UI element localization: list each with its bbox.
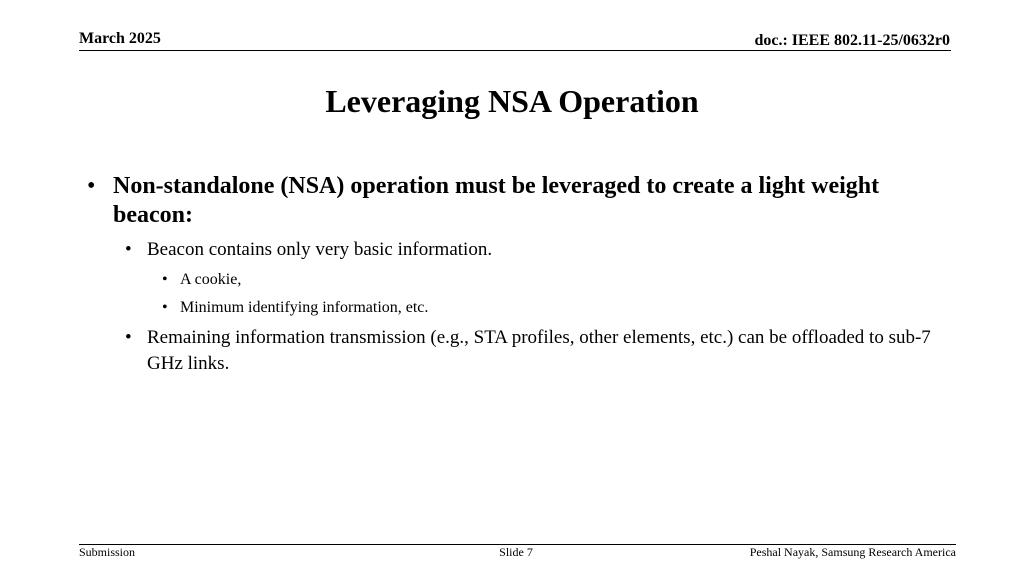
bullet-sub-1-item-1 [162,270,960,289]
slide-title: Leveraging NSA Operation [325,83,699,119]
bullet-sub-1-item-2-text: Minimum identifying information, etc. [180,299,429,316]
footer-slide-number: Slide 7 [499,545,533,559]
bullet-dot-icon: • [125,327,132,348]
header-doc-id: doc.: IEEE 802.11-25/0632r0 [754,32,950,49]
footer-author: Peshal Nayak, Samsung Research America [749,545,956,559]
bullet-dot-icon: • [125,239,132,260]
bullet-sub-1-item-2 [162,298,960,317]
bullet-sub-2-text: Remaining information transmission (e.g., STA profiles, other elements, etc.) can be offloaded to sub-7 GHz links. [147,327,931,374]
bullet-dot-icon: • [162,299,168,316]
footer-submission: Submission [79,545,136,559]
bullet-dot-icon: • [162,271,168,288]
bullet-sub-1 [125,237,967,263]
bullet-main-text: Non-standalone (NSA) operation must be leveraged to create a light weight beacon: [113,173,880,228]
bullet-sub-1-text: Beacon contains only very basic information. [147,239,493,260]
bullet-sub-2 [125,325,967,376]
bullet-dot-icon: • [87,173,96,199]
bullet-sub-1-item-1-text: A cookie, [180,271,242,288]
bullet-main [87,172,963,230]
header-date: March 2025 [79,30,161,47]
